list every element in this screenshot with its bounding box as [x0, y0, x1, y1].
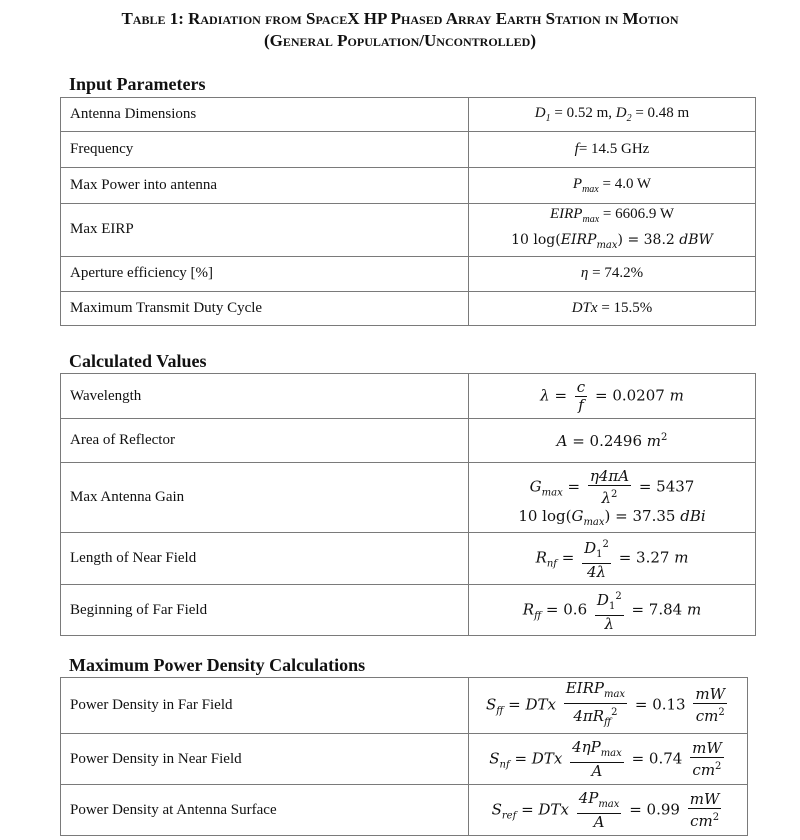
title-line-1: Table 1: Radiation from SpaceX HP Phased Array Earth Station in Motion	[121, 9, 679, 28]
section-heading-power-density: Maximum Power Density Calculations	[69, 655, 366, 675]
section-heading-calculated-values: Calculated Values	[69, 351, 207, 371]
row-label: Power Density in Near Field	[61, 734, 469, 785]
row-label: Max EIRP	[61, 204, 469, 257]
row-value: $R_{ff} = 0.6$ $\frac{D_1^2}{\lambda}$ = 7.84 m	[469, 585, 756, 636]
table-row	[61, 785, 748, 836]
row-value: $R_{nf}$ = $\frac{D_1^2}{4\lambda}$ = 3.27 m	[469, 533, 756, 585]
row-value: $P_{max} = 4.0$ W	[469, 168, 756, 204]
calculated-values-table	[60, 373, 756, 636]
power-density-table	[60, 677, 748, 836]
row-value: A = 0.2496 $m^2$	[469, 419, 756, 463]
table-row	[61, 463, 756, 533]
row-value: λ = $\frac{c}{f}$ = 0.0207 m	[469, 374, 756, 419]
row-label: Maximum Transmit Duty Cycle	[61, 291, 469, 325]
row-value: $S_{nf}$ = DTx $\frac{4\eta P_{max}}{A}$ = 0.74 $\frac{mW}{cm^2}$	[469, 734, 748, 785]
row-label: Max Antenna Gain	[61, 463, 469, 533]
row-value: $G_{max}$ = $\frac{\eta 4\pi A}{\lambda^2}$ = 5437 10 $\log(G_{max}) = 37.35$ dBi	[469, 463, 756, 533]
row-label: Wavelength	[61, 374, 469, 419]
table-row	[61, 533, 756, 585]
row-label: Antenna Dimensions	[61, 98, 469, 132]
row-value: η = 74.2%	[469, 256, 756, 291]
table-row	[61, 132, 756, 168]
table-row	[61, 204, 756, 257]
table-title	[0, 8, 800, 52]
table-row	[61, 98, 756, 132]
row-label: Aperture efficiency [%]	[61, 256, 469, 291]
table-row	[61, 256, 756, 291]
row-label: Max Power into antenna	[61, 168, 469, 204]
table-row	[61, 585, 756, 636]
row-value: $S_{ff}$ = DTx $\frac{EIRP_{max}}{4\pi R_{ff}^2}$ = 0.13 $\frac{mW}{cm^2}$	[469, 678, 748, 734]
row-label: Power Density at Antenna Surface	[61, 785, 469, 836]
table-row	[61, 419, 756, 463]
row-value: DTx = 15.5%	[469, 291, 756, 325]
row-label: Frequency	[61, 132, 469, 168]
row-value: $EIRP_{max} = 6606.9$ W 10 $\log(EIRP_{max}) = 38.2$ dBW	[469, 204, 756, 257]
row-label: Beginning of Far Field	[61, 585, 469, 636]
title-line-2: (General Population/Uncontrolled)	[264, 31, 536, 50]
table-row	[61, 734, 748, 785]
row-label: Length of Near Field	[61, 533, 469, 585]
table-row	[61, 374, 756, 419]
row-value: $S_{ref}$ = DTx $\frac{4P_{max}}{A}$ = 0.99 $\frac{mW}{cm^2}$	[469, 785, 748, 836]
row-label: Area of Reflector	[61, 419, 469, 463]
row-value: $D_1 = 0.52$ m, $D_2 = 0.48$ m	[469, 98, 756, 132]
section-heading-input-parameters: Input Parameters	[69, 74, 206, 94]
row-value: f= 14.5 GHz	[469, 132, 756, 168]
table-row	[61, 168, 756, 204]
table-row	[61, 291, 756, 325]
row-label: Power Density in Far Field	[61, 678, 469, 734]
table-row	[61, 678, 748, 734]
input-parameters-table	[60, 97, 756, 326]
